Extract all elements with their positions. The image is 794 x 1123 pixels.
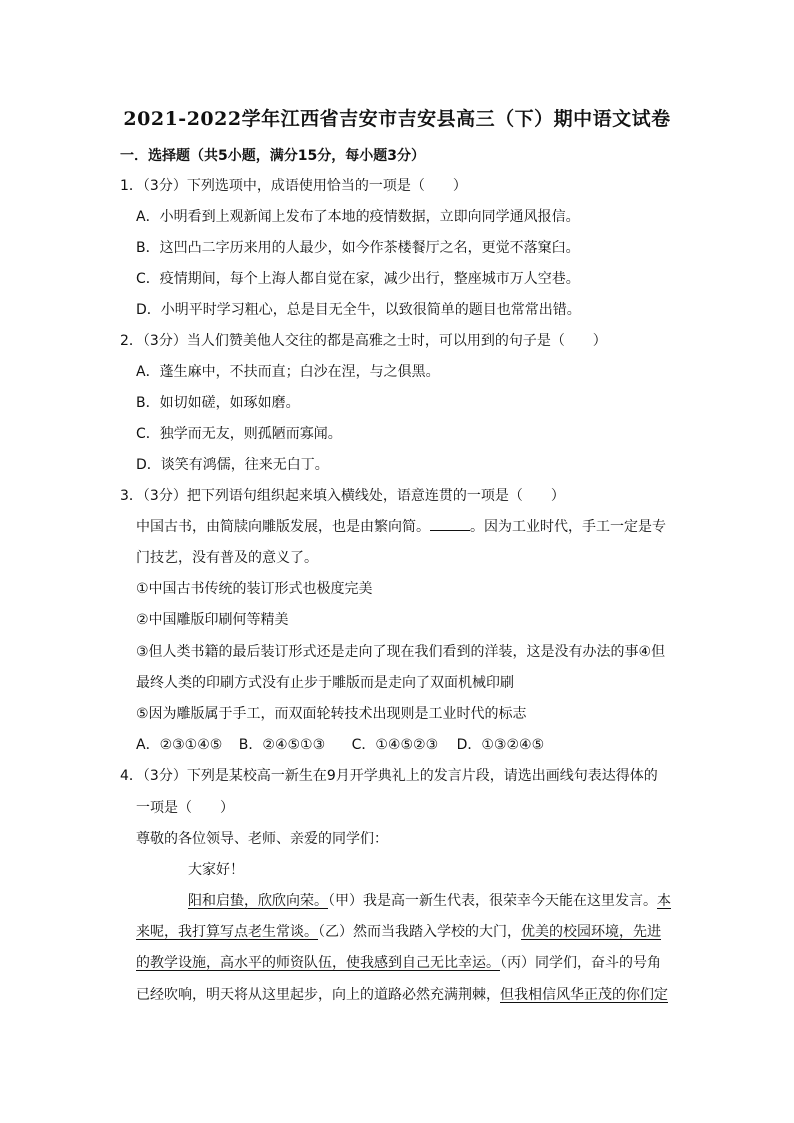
question-4-stem-continued: 一项是（ ） bbox=[136, 800, 234, 816]
speech-salutation: 尊敬的各位领导、老师、亲爱的同学们： bbox=[136, 831, 388, 847]
question-1-option-c[interactable]: C．疫情期间，每个上海人都自觉在家，减少出行，整座城市万人空巷。 bbox=[136, 271, 580, 287]
underlined-sentence-yi-start: 本 bbox=[657, 893, 671, 909]
question-2-stem: 2．（3分）当人们赞美他人交往的都是高雅之士时，可以用到的句子是（ ） bbox=[120, 333, 607, 349]
question-3-item-1: ①中国古书传统的装订形式也极度完美 bbox=[136, 581, 373, 597]
speech-text: 向上的道路必然充满荆棘， bbox=[332, 987, 500, 1003]
speech-text: 已经吹响，明天将从这里起步， bbox=[136, 987, 332, 1003]
question-3-item-5: ⑤因为雕版属于手工，而双面轮转技术出现则是工业时代的标志 bbox=[136, 706, 527, 722]
question-1-option-d[interactable]: D．小明平时学习粗心，总是目无全牛，以致很简单的题目也常常出错。 bbox=[136, 302, 581, 318]
question-3-choice-b[interactable]: B．②④⑤①③ bbox=[238, 737, 326, 753]
question-2-option-c[interactable]: C．独学而无友，则孤陋而寡闻。 bbox=[136, 426, 342, 442]
underlined-sentence-yi: 来呢，我打算写点老生常谈。 bbox=[136, 924, 318, 940]
speech-line-2 bbox=[136, 922, 661, 942]
speech-text: （甲）我是高一新生代表，很荣幸今天能在这里发言。 bbox=[328, 893, 657, 909]
question-2-option-b[interactable]: B．如切如磋，如琢如磨。 bbox=[136, 395, 300, 411]
question-3-item-3-4: ③但人类书籍的最后装订形式还是走向了现在我们看到的洋装，这是没有办法的事④但 bbox=[136, 644, 666, 660]
question-1-option-b[interactable]: B．这凹凸二字历来用的人最少，如今作茶楼餐厅之名，更觉不落窠臼。 bbox=[136, 240, 580, 256]
question-3-passage-continued: 门技艺，没有普及的意义了。 bbox=[136, 550, 318, 566]
underlined-sentence-ding: 但我相信风华正茂的你们定 bbox=[500, 987, 668, 1003]
exam-title: 2021-2022学年江西省吉安市吉安县高三（下）期中语文试卷 bbox=[123, 108, 671, 130]
question-2-option-a[interactable]: A．蓬生麻中，不扶而直；白沙在涅，与之俱黑。 bbox=[136, 364, 440, 380]
speech-line-4 bbox=[136, 985, 668, 1005]
passage-text-before: 中国古书，由简牍向雕版发展，也是由繁向简。 bbox=[136, 519, 430, 535]
question-1-option-a[interactable]: A．小明看到上观新闻上发布了本地的疫情数据，立即向同学通风报信。 bbox=[136, 209, 580, 225]
underlined-sentence-bing: 的教学设施，高水平的师资队伍，使我感到自己无比幸运。 bbox=[136, 955, 500, 971]
question-3-item-4-continued: 最终人类的印刷方式没有止步于雕版而是走向了双面机械印刷 bbox=[136, 675, 514, 691]
question-3-choice-d[interactable]: D．①③②④⑤ bbox=[456, 737, 545, 753]
question-3-passage bbox=[136, 517, 666, 537]
passage-text-after: 。因为工业时代，手工一定是专 bbox=[470, 519, 666, 535]
question-3-choice-a[interactable]: A．②③①④⑤ bbox=[136, 737, 223, 753]
question-3-choice-c[interactable]: C．①④⑤②③ bbox=[351, 737, 439, 753]
question-2-option-d[interactable]: D．谈笑有鸿儒，往来无白丁。 bbox=[136, 457, 329, 473]
fill-in-blank bbox=[430, 518, 470, 531]
question-3-item-2: ②中国雕版印刷何等精美 bbox=[136, 612, 289, 628]
underlined-sentence-bing-start: 优美的校园环境，先进 bbox=[521, 924, 661, 940]
speech-text: （乙）然而当我踏入学校的大门， bbox=[318, 924, 521, 940]
question-3-stem: 3．（3分）把下列语句组织起来填入横线处，语意连贯的一项是（ ） bbox=[120, 488, 565, 504]
question-3-choices bbox=[136, 735, 544, 755]
question-1-stem: 1．（3分）下列选项中，成语使用恰当的一项是（ ） bbox=[120, 178, 467, 194]
speech-text: （丙）同学们，奋斗的号角 bbox=[500, 955, 661, 971]
underlined-sentence-jia: 阳和启蛰，欣欣向荣。 bbox=[188, 893, 328, 909]
speech-greeting: 大家好！ bbox=[188, 862, 244, 878]
speech-line-1 bbox=[188, 891, 671, 911]
section-heading: 一．选择题（共5小题，满分15分，每小题3分） bbox=[120, 148, 425, 164]
question-4-stem: 4．（3分）下列是某校高一新生在9月开学典礼上的发言片段，请选出画线句表达得体的 bbox=[120, 768, 658, 784]
speech-line-3 bbox=[136, 953, 661, 973]
